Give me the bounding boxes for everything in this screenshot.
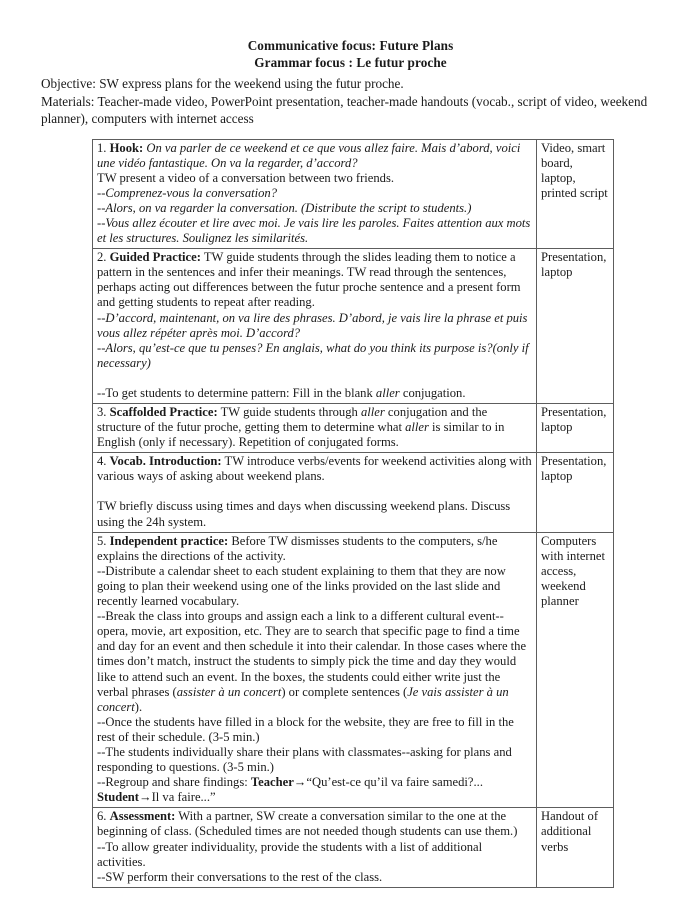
materials-line: Materials: Teacher-made video, PowerPoint presentation, teacher-made handouts (vocab., script of video, weekend planner), computers with internet access — [41, 93, 648, 126]
row-number: 2. — [97, 250, 107, 265]
activity-heading-line — [97, 141, 532, 171]
row-line — [97, 311, 532, 341]
row-line: TW present a video of a conversation between two friends. — [97, 170, 395, 185]
row-line-text: With a partner, SW create a conversation similar to the one at the beginning of class. (Scheduled times are not needed though students can use them.) — [97, 809, 518, 839]
row-number: 3. — [97, 405, 107, 419]
right-arrow-icon: → — [293, 775, 307, 790]
teacher-quote: “Qu’est-ce qu’il va faire samedi?... — [306, 775, 483, 790]
activity-cell — [93, 808, 537, 887]
row-title: Vocab. Introduction: — [109, 454, 222, 469]
activity-cell — [93, 139, 537, 249]
row-line-italic: --Alors, qu’est-ce que tu penses? En anglais, what do you think its purpose is?(only if necessary) — [97, 340, 529, 370]
row-title: Hook: — [109, 140, 144, 155]
activity-heading-line — [97, 809, 532, 839]
row-line: --To get students to determine pattern: Fill in the blank aller conjugation. — [97, 385, 466, 400]
row-line: --SW perform their conversations to the rest of the class. — [97, 869, 383, 884]
emphasis-aller: aller — [405, 420, 429, 435]
activity-cell — [93, 532, 537, 808]
row-line-italic: --Comprenez-vous la conversation? — [97, 185, 278, 200]
title-line-1: Communicative focus: Future Plans — [247, 38, 454, 53]
lesson-plan-table — [92, 139, 614, 888]
activity-heading-line — [97, 534, 532, 564]
row-line — [97, 186, 532, 201]
materials-cell: Presentation, laptop — [537, 404, 614, 453]
table-row — [93, 453, 614, 532]
activity-heading-line: 3. Scaffolded Practice: TW guide students through aller conjugation and the structure of the futur proche, getting them to determine what aller is similar to in English (only if necessary). Repetition of conjugated forms. — [97, 405, 505, 450]
row-title: Independent practice: — [109, 533, 229, 548]
table-row — [93, 808, 614, 887]
row-number: 6. — [97, 809, 107, 824]
row-line-text: TW guide students through the slides leading them to notice a pattern in the sentences and infer their meanings. TW read through the sentences, perhaps acting out differences between the futur proche sentence and a present form and getting students to repeat after reading. — [97, 250, 521, 310]
row-line-italic: --Alors, on va regarder la conversation. (Distribute the script to students.) — [97, 200, 472, 215]
row-title: Guided Practice: — [109, 250, 201, 265]
materials-cell: Presentation, laptop — [537, 453, 614, 532]
row-line: --Distribute a calendar sheet to each student explaining to them that they are now going to plan their weekend using one of the links provided on the last slide and recently learned vocabulary. — [97, 563, 506, 609]
row-line-text: Before TW dismisses students to the computers, s/he explains the directions of the activity. — [97, 533, 498, 563]
activity-heading-line — [97, 454, 532, 484]
row-line: --The students individually share their plans with classmates--asking for plans and responding to questions. (3-5 min.) — [97, 744, 512, 775]
document-title — [41, 38, 660, 71]
materials-cell: Video, smart board, laptop, printed script — [537, 139, 614, 249]
row-spacer — [97, 484, 532, 499]
emphasis-phrase-1: assister à un concert — [176, 684, 282, 699]
row-line-italic: On va parler de ce weekend et ce que vous allez faire. Mais d’abord, voici une vidéo fantastique. On va la regarder, d’accord? — [97, 140, 521, 170]
table-row — [93, 404, 614, 453]
row-line-regroup — [97, 775, 532, 805]
table-row — [93, 139, 614, 249]
activity-cell — [93, 249, 537, 404]
row-line: --Once the students have filled in a block for the website, they are free to fill in the rest of their schedule. (3-5 min.) — [97, 714, 514, 744]
row-number: 1. — [97, 140, 107, 155]
speaker-teacher: Teacher — [250, 775, 294, 790]
row-line-italic: --D’accord, maintenant, on va lire des phrases. D’abord, je vais lire la phrase et puis vous allez répéter après moi. D’accord? — [97, 310, 528, 340]
table-row — [93, 249, 614, 404]
lesson-meta — [41, 75, 660, 128]
row-line: --Break the class into groups and assign each a link to a different cultural event--opera, movie, art exposition, etc. They are to search that specific page to find a time and day for an event and then schedule it into their calendar. In those cases where the times don’t match, instruct the students to simply pick the time and day they would like to attend such an event. In the boxes, the students could either write just the verbal phrases (assister à un concert) or complete sentences (Je vais assister à un concert). — [97, 609, 527, 714]
objective-line: Objective: SW express plans for the weekend using the futur proche. — [41, 76, 404, 91]
activity-cell — [93, 404, 537, 453]
materials-cell: Handout of additional verbs — [537, 808, 614, 887]
row-spacer — [97, 371, 532, 386]
row-number: 4. — [97, 454, 107, 469]
row-line-italic: --Vous allez écouter et lire avec moi. Je vais lire les paroles. Faites attention aux mots et les structures. Soulignez les similarités. — [97, 215, 531, 246]
row-line-text: TW introduce verbs/events for weekend activities along with various ways of asking about weekend plans. — [97, 454, 532, 484]
student-quote: Il va faire...” — [151, 790, 216, 805]
lesson-plan-body — [93, 139, 614, 887]
emphasis-phrase-2: Je vais assister à un concert — [97, 684, 509, 714]
table-row — [93, 532, 614, 808]
regroup-lead: --Regroup and share findings: — [97, 775, 251, 790]
materials-cell: Presentation, laptop — [537, 249, 614, 404]
speaker-student: Student — [97, 790, 139, 805]
emphasis-aller: aller — [360, 405, 385, 419]
activity-cell — [93, 453, 537, 532]
row-title: Scaffolded Practice: — [109, 405, 218, 419]
emphasis-aller: aller — [375, 385, 400, 400]
activity-heading-line — [97, 250, 532, 310]
row-line: --To allow greater individuality, provide the students with a list of additional activities. — [97, 839, 483, 869]
row-line — [97, 216, 532, 246]
row-title: Assessment: — [109, 809, 176, 824]
row-number: 5. — [97, 533, 107, 548]
row-line — [97, 201, 532, 216]
row-line — [97, 341, 532, 371]
row-line: TW briefly discuss using times and days when discussing weekend plans. Discuss using the 24h system. — [97, 499, 511, 529]
materials-cell: Computers with internet access, weekend planner — [537, 532, 614, 808]
title-line-2: Grammar focus : Le futur proche — [254, 54, 447, 70]
right-arrow-icon: → — [139, 790, 152, 805]
